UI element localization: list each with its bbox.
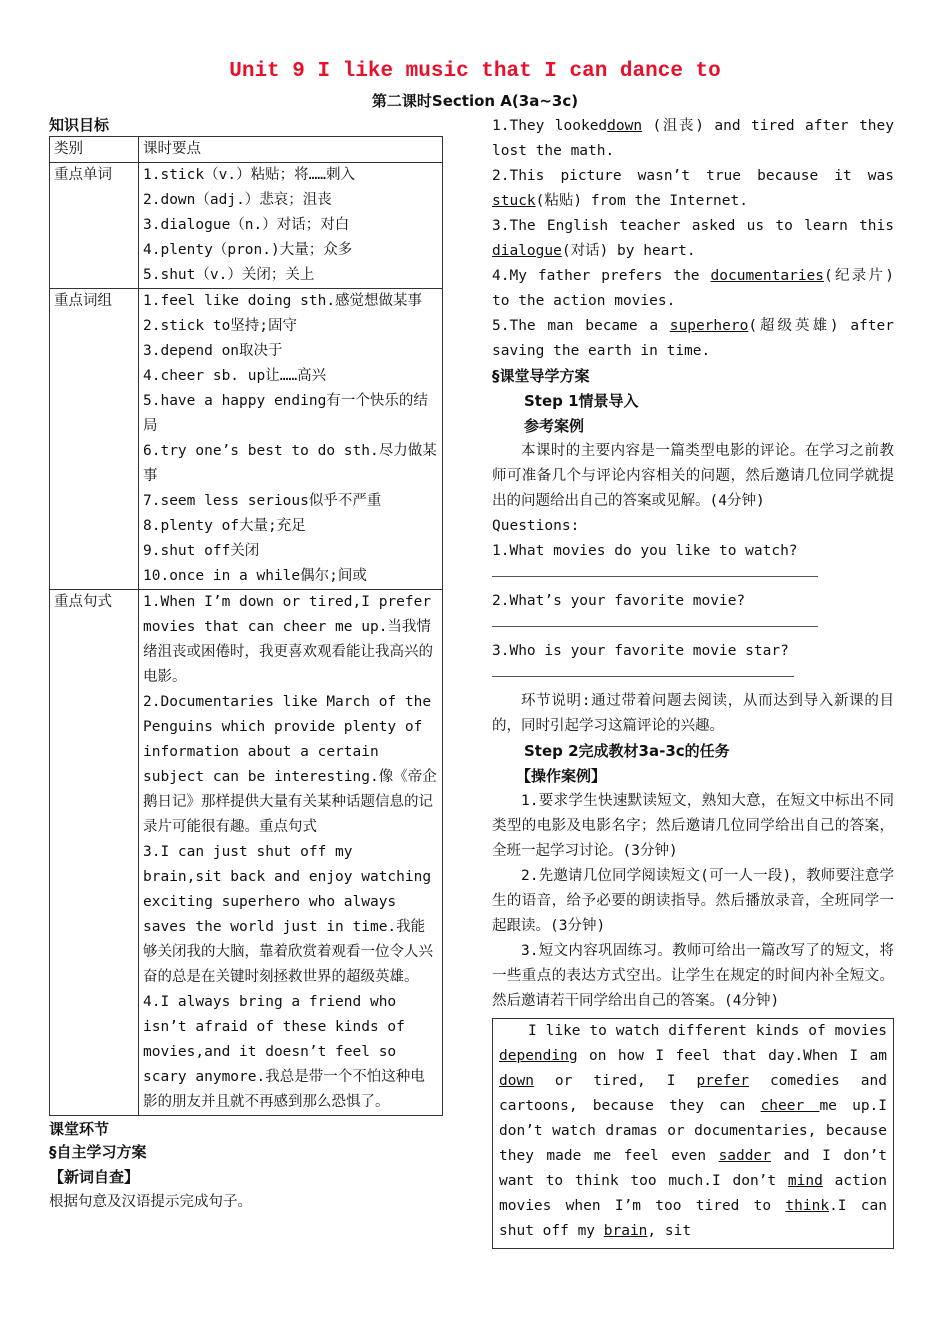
passage-answer: prefer <box>696 1073 749 1089</box>
row-items <box>139 163 443 289</box>
list-item: 5.have a happy ending有一个快乐的结局 <box>143 393 428 434</box>
row-items <box>139 590 443 1116</box>
page-subtitle: 第二课时Section A(3a~3c) <box>371 92 579 110</box>
row-category: 重点句式 <box>50 590 139 1116</box>
passage-answer: depending <box>499 1048 578 1064</box>
exercise-text: 5.The man became a <box>492 318 670 334</box>
passage-answer: think <box>785 1198 830 1214</box>
exercise-text: (超级英雄) after saving the earth in time. <box>492 318 894 359</box>
list-item: 3.depend on取决于 <box>143 343 283 359</box>
passage-text <box>499 1019 887 1244</box>
passage-segment: or tired, I <box>533 1073 697 1089</box>
self-study-heading: §自主学习方案 <box>49 1143 147 1161</box>
passage-answer: brain <box>603 1223 648 1239</box>
passage-answer: mind <box>787 1173 823 1189</box>
ref-case-heading: 参考案例 <box>524 417 585 435</box>
table-row <box>50 163 443 289</box>
list-item: 9.shut off关闭 <box>143 543 260 559</box>
question-item: 2.What’s your favorite movie? <box>492 593 746 609</box>
exercise-item <box>492 264 894 314</box>
task-item: 3.短文内容巩固练习。教师可给出一篇改写了的短文，将一些重点的表达方式空出。让学生在规定的时间内补全短文。然后邀请若干同学给出自己的答案。(4分钟) <box>492 943 894 1009</box>
exercise-item <box>492 214 894 264</box>
passage-segment: .I can shut off my <box>499 1198 887 1239</box>
left-column <box>49 114 443 1215</box>
list-item: 5.shut（v.）关闭；关上 <box>143 267 315 283</box>
exercise-item <box>492 314 894 364</box>
exercise-answer: documentaries <box>710 268 825 284</box>
task-item: 1.要求学生快速默读短文，熟知大意，在短文中标出不同类型的电影及电影名字；然后邀请几位同学给出自己的答案，全班一起学习讨论。(3分钟) <box>492 793 894 859</box>
exercise-text: (沮丧) and tired after they lost the math. <box>492 118 894 159</box>
task-item: 2.先邀请几位同学阅读短文(可一人一段)，教师要注意学生的语音，给予必要的朗读指导。然后播放录音，全班同学一起跟读。(3分钟) <box>492 868 894 934</box>
note-paragraph: 环节说明:通过带着问题去阅读，从而达到导入新课的目的，同时引起学习这篇评论的兴趣。 <box>492 693 894 734</box>
list-item: 1.When I’m down or tired,I prefer movies that can cheer me up.当我情绪沮丧或困倦时，我更喜欢观看能让我高兴的电影。 <box>143 594 433 685</box>
list-item: 2.Documentaries like March of the Penguins which provide plenty of information about a certain subject can be interesting.像《帝企鹅日记》那样提供大量有关某种话题信息的记录片可能很有趣。重点句式 <box>143 694 437 835</box>
answer-blank[interactable] <box>492 564 818 577</box>
guide-heading: §课堂导学方案 <box>492 367 590 385</box>
instruction-text: 根据句意及汉语提示完成句子。 <box>49 1194 252 1210</box>
col-header-points: 课时要点 <box>139 137 443 163</box>
answer-blank[interactable] <box>492 614 818 627</box>
list-item: 2.down（adj.）悲哀；沮丧 <box>143 192 332 208</box>
exercise-text: 2.This picture wasn’t true because it was <box>492 168 894 184</box>
list-item: 6.try one’s best to do sth.尽力做某事 <box>143 443 437 484</box>
exercise-text: (纪录片) to the action movies. <box>492 268 894 309</box>
passage-segment: on how I feel that day.When I am <box>577 1048 887 1064</box>
list-item: 1.feel like doing sth.感觉想做某事 <box>143 293 423 309</box>
exercise-text: 4.My father prefers the <box>492 268 711 284</box>
row-category: 重点单词 <box>50 163 139 289</box>
op-case-heading: 【操作案例】 <box>516 767 607 785</box>
table-row <box>50 289 443 590</box>
passage-segment: and I don’t want to think too much.I don’t <box>499 1148 887 1189</box>
knowledge-table <box>49 136 443 1116</box>
passage-segment: comedies and cartoons, because they can <box>499 1073 887 1114</box>
list-item: 4.cheer sb. up让……高兴 <box>143 368 327 384</box>
exercise-answer: down <box>607 118 643 134</box>
exercise-answer: dialogue <box>492 243 562 259</box>
new-words-heading: 【新词自查】 <box>49 1168 140 1186</box>
passage-segment: , sit <box>647 1223 692 1239</box>
question-item: 3.Who is your favorite movie star? <box>492 643 789 659</box>
exercise-item <box>492 164 894 214</box>
exercise-text: (粘贴) from the Internet. <box>535 193 748 209</box>
exercise-text: 3.The English teacher asked us to learn this <box>492 218 894 234</box>
list-item: 4.plenty（pron.)大量；众多 <box>143 242 353 258</box>
list-item: 7.seem less serious似乎不严重 <box>143 493 382 509</box>
knowledge-heading: 知识目标 <box>49 116 110 134</box>
list-item: 3.dialogue（n.）对话；对白 <box>143 217 350 233</box>
exercise-answer: superhero <box>669 318 749 334</box>
exercise-answer: stuck <box>492 193 536 209</box>
passage-answer: sadder <box>718 1148 771 1164</box>
answer-blank[interactable] <box>492 664 794 677</box>
passage-answer: cheer <box>760 1098 820 1114</box>
passage-segment: action movies when I’m too tired to <box>499 1173 888 1214</box>
col-header-category: 类别 <box>50 137 139 163</box>
exercise-text: 1.They looked <box>492 118 608 134</box>
exercise-text: (对话) by heart. <box>561 243 696 259</box>
table-header-row <box>50 137 443 163</box>
questions-label: Questions: <box>492 518 580 534</box>
row-category: 重点词组 <box>50 289 139 590</box>
right-column <box>492 114 894 1249</box>
intro-paragraph: 本课时的主要内容是一篇类型电影的评论。在学习之前教师可准备几个与评论内容相关的问题，然后邀请几位同学就提出的问题给出自己的答案或见解。(4分钟) <box>492 443 894 509</box>
passage-answer: down <box>499 1073 534 1089</box>
exercise-list <box>492 114 894 364</box>
list-item: 10.once in a while偶尔;间或 <box>143 568 367 584</box>
passage-segment: me up.I don’t watch dramas or documentaries, because they made me feel even <box>499 1098 888 1164</box>
table-row <box>50 590 443 1116</box>
list-item: 8.plenty of大量;充足 <box>143 518 306 534</box>
list-item: 3.I can just shut off my brain,sit back and enjoy watching exciting superhero who always saves the world just in time.我能够关闭我的大脑，靠着欣赏着观看一位令人兴奋的总是在关键时刻拯救世界的超级英雄。 <box>143 844 433 985</box>
question-item: 1.What movies do you like to watch? <box>492 543 798 559</box>
step2-heading: Step 2完成教材3a-3c的任务 <box>524 742 730 760</box>
passage-box <box>492 1018 894 1249</box>
step1-heading: Step 1情景导入 <box>524 392 639 410</box>
classroom-heading: 课堂环节 <box>49 1120 110 1138</box>
list-item: 1.stick（v.）粘贴；将……刺入 <box>143 167 356 183</box>
list-item: 4.I always bring a friend who isn’t afraid of these kinds of movies,and it doesn’t feel so scary anymore.我总是带一个不怕这种电影的朋友并且就不再感到那么恐惧了。 <box>143 994 425 1110</box>
row-items <box>139 289 443 590</box>
list-item: 2.stick to坚持;固守 <box>143 318 298 334</box>
passage-segment: I like to watch different kinds of movies <box>528 1023 887 1039</box>
page-title: Unit 9 I like music that I can dance to <box>229 60 721 83</box>
exercise-item <box>492 114 894 164</box>
